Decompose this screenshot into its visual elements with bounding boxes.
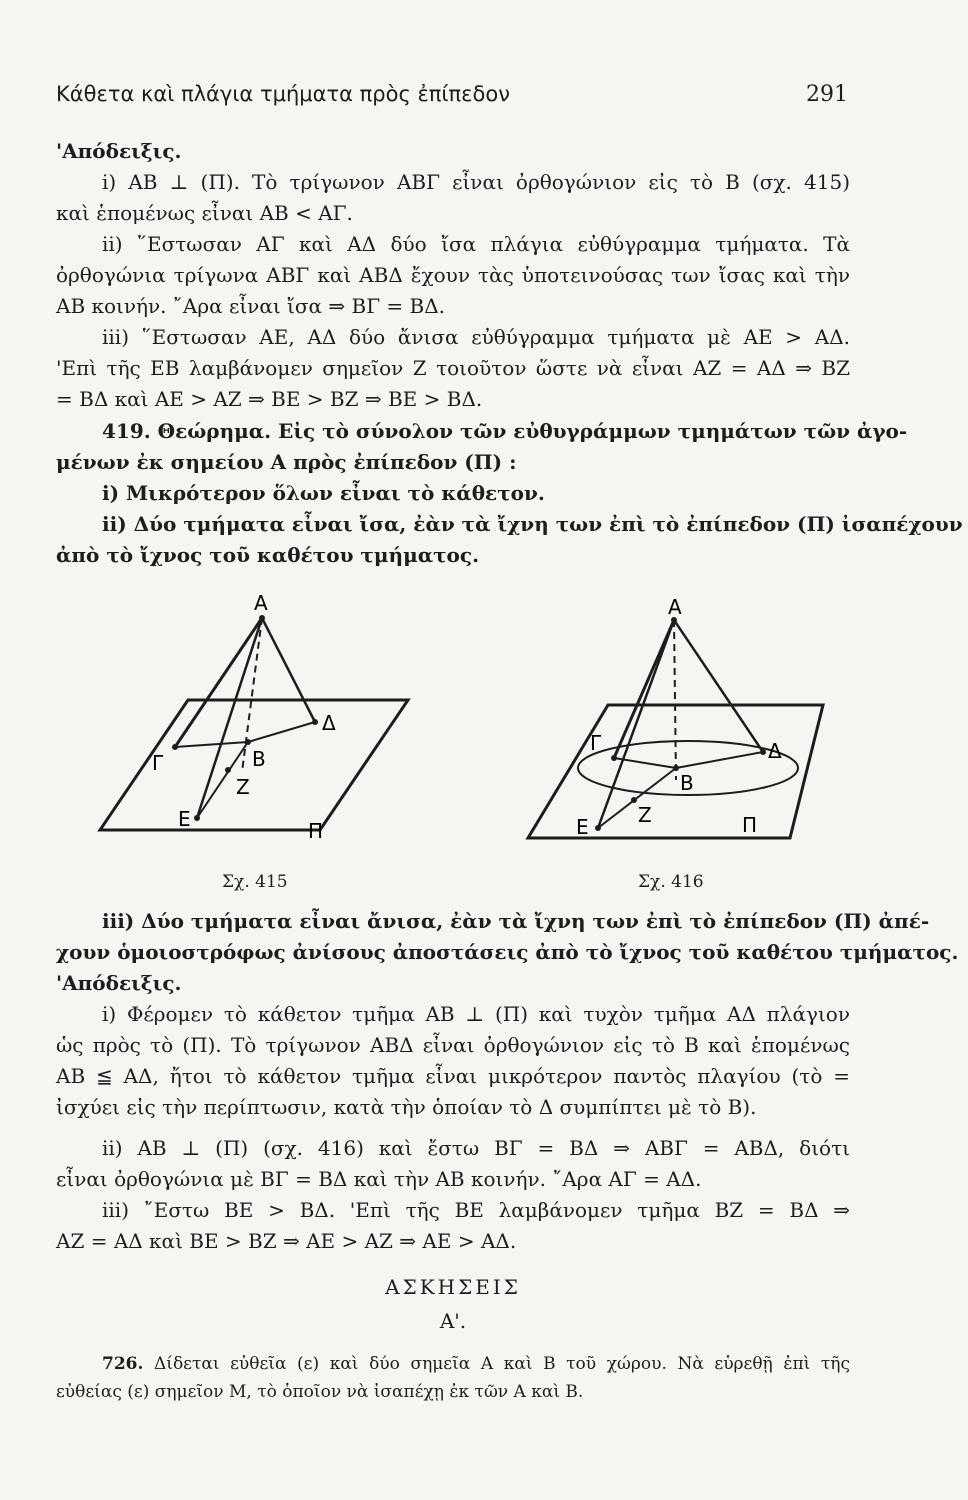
proof-heading: 'Απόδειξις. — [56, 139, 182, 163]
label-E: E — [576, 815, 589, 839]
proof-line: iii) ῞Εστωσαν ΑΕ, ΑΔ δύο ἄνισα εὐθύγραμμα τμήματα μὲ ΑΕ > ΑΔ. — [102, 325, 850, 349]
proof-line: ii) ΑΒ ⊥ (Π) (σχ. 416) καὶ ἔστω ΒΓ = ΒΔ ⇒ ΑΒΓ = ΑΒΔ, διότι — [102, 1136, 850, 1160]
point-Z — [631, 797, 637, 803]
proof-line: ὡς πρὸς τὸ (Π). Τὸ τρίγωνον ΑΒΔ εἶναι ὀρθογώνιον εἰς τὸ Β καὶ ἑπομένως — [56, 1033, 850, 1057]
label-Z: Z — [638, 803, 652, 827]
label-B: B — [680, 771, 694, 795]
theorem-419 — [56, 416, 963, 571]
segment-B-Delta — [676, 752, 763, 768]
theorem-line: μένων ἐκ σημείου Α πρὸς ἐπίπεδον (Π) : — [56, 450, 517, 474]
proof-line: ΑΒ ≦ ΑΔ, ἤτοι τὸ κάθετον τμῆμα εἶναι μικρότερον παντὸς πλαγίου (τὸ = — [56, 1064, 850, 1088]
label-A: A — [254, 591, 268, 615]
proof-line: iii) ῎Εστω ΒΕ > ΒΔ. 'Επὶ τῆς ΒΕ λαμβάνομεν τμῆμα ΒΖ = ΒΔ ⇒ — [102, 1198, 850, 1222]
exercise-line: εὐθείας (ε) σημεῖον Μ, τὸ ὁποῖον νὰ ἰσαπέχῃ ἐκ τῶν Α καὶ Β. — [56, 1382, 584, 1402]
exercise-line — [56, 1350, 850, 1378]
label-B: B — [252, 747, 266, 771]
proof-line: ἰσχύει εἰς τὴν περίπτωσιν, κατὰ τὴν ὁποίαν τὸ Δ συμπίπτει μὲ τὸ Β). — [56, 1095, 757, 1119]
point-B — [673, 765, 679, 771]
label-Gamma: Γ — [590, 731, 602, 755]
segment-A-Delta — [262, 618, 315, 722]
exercises-heading: ΑΣΚΗΣΕΙΣ — [385, 1275, 521, 1299]
figure-415 — [100, 580, 430, 880]
proof-section-1 — [56, 136, 850, 415]
label-Delta: Δ — [322, 711, 336, 735]
header-title: Κάθετα καὶ πλάγια τμήματα πρὸς ἐπίπεδον — [56, 82, 510, 106]
label-Pi: Π — [742, 813, 758, 837]
point-B — [245, 739, 251, 745]
point-E — [194, 815, 200, 821]
label-E: E — [178, 807, 191, 831]
label-Z: Z — [236, 775, 250, 799]
proof-line: i) AB ⊥ (Π). Τὸ τρίγωνον ΑΒΓ εἶναι ὀρθογώνιον εἰς τὸ Β (σχ. 415) — [102, 170, 850, 194]
point-Delta — [760, 749, 766, 755]
segment-A-Gamma — [175, 618, 262, 747]
label-Pi: Π — [308, 819, 324, 843]
proof-line: εἶναι ὀρθογώνια μὲ ΒΓ = ΒΔ καὶ τὴν ΑΒ κοινήν. ῎Αρα ΑΓ = ΑΔ. — [56, 1167, 702, 1191]
figure-416-caption: Σχ. 416 — [638, 872, 704, 892]
segment-Gamma-B — [175, 742, 248, 747]
point-Delta — [312, 719, 318, 725]
proof-line: i) Φέρομεν τὸ κάθετον τμῆμα ΑΒ ⊥ (Π) καὶ τυχὸν τμῆμα ΑΔ πλάγιον — [102, 1002, 850, 1026]
segment-A-Gamma — [614, 620, 674, 758]
exercise-number: 726. — [102, 1354, 144, 1374]
page-number: 291 — [806, 82, 848, 107]
segment-B-Delta — [248, 722, 315, 742]
theorem-line: i) Μικρότερον ὅλων εἶναι τὸ κάθετον. — [102, 481, 545, 505]
point-Gamma — [172, 744, 178, 750]
label-A: A — [668, 595, 682, 619]
segment-A-Delta — [674, 620, 763, 752]
theorem-line: χουν ὁμοιοστρόφως ἀνίσους ἀποστάσεις ἀπὸ τὸ ἴχνος τοῦ καθέτου τμήματος. — [56, 940, 959, 964]
point-A — [259, 615, 265, 621]
plane-pi — [528, 705, 823, 838]
perpendicular-A-B — [674, 620, 676, 780]
theorem-419-iii — [56, 906, 959, 968]
figure-415-caption: Σχ. 415 — [222, 872, 288, 892]
point-Gamma — [611, 755, 617, 761]
segment-Gamma-B — [614, 758, 676, 768]
proof-line: ΑΒ κοινήν. ῎Αρα εἶναι ἴσα ⇒ ΒΓ = ΒΔ. — [56, 294, 446, 318]
proof-line: ΑΖ = ΑΔ καὶ ΒΕ > ΒΖ ⇒ ΑΕ > ΑΖ ⇒ ΑΕ > ΑΔ. — [56, 1229, 517, 1253]
label-Delta: Δ — [768, 739, 782, 763]
theorem-line: iii) Δύο τμήματα εἶναι ἄνισα, ἐὰν τὰ ἴχνη των ἐπὶ τὸ ἐπίπεδον (Π) ἀπέ- — [102, 909, 930, 933]
proof-line: ii) ῞Εστωσαν ΑΓ καὶ ΑΔ δύο ἴσα πλάγια εὐθύγραμμα τμήματα. Τὰ — [102, 232, 850, 256]
exercise-text: Δίδεται εὐθεῖα (ε) καὶ δύο σημεῖα Α καὶ Β τοῦ χώρου. Νὰ εὑρεθῇ ἐπὶ τῆς — [154, 1354, 850, 1374]
figure-415-drawing — [100, 580, 430, 880]
figure-416 — [528, 580, 828, 880]
theorem-line: ii) Δύο τμήματα εἶναι ἴσα, ἐὰν τὰ ἴχνη των ἐπὶ τὸ ἐπίπεδον (Π) ἰσαπέχουν — [102, 512, 963, 536]
segment-A-E — [598, 620, 674, 828]
segment-A-E — [197, 618, 262, 818]
proof-line: 'Επὶ τῆς ΕΒ λαμβάνομεν σημεῖον Ζ τοιοῦτον ὥστε νὰ εἶναι ΑΖ = ΑΔ ⇒ ΒΖ — [56, 356, 850, 380]
label-Gamma: Γ — [152, 751, 164, 775]
proof-section-2 — [56, 968, 850, 1257]
theorem-line: ἀπὸ τὸ ἴχνος τοῦ καθέτου τμήματος. — [56, 543, 480, 567]
proof-line: = ΒΔ καὶ ΑΕ > ΑΖ ⇒ ΒΕ > ΒΖ ⇒ ΒΕ > ΒΔ. — [56, 387, 483, 411]
point-Z — [225, 767, 231, 773]
running-header — [56, 82, 848, 112]
proof-heading: 'Απόδειξις. — [56, 971, 182, 995]
proof-line: ὀρθογώνια τρίγωνα ΑΒΓ καὶ ΑΒΔ ἔχουν τὰς ὑποτεινούσας των ἴσας καὶ τὴν — [56, 263, 850, 287]
theorem-line: 419. Θεώρημα. Εἰς τὸ σύνολον τῶν εὐθυγράμμων τμημάτων τῶν ἀγο- — [102, 419, 908, 443]
proof-line: καὶ ἑπομένως εἶναι ΑΒ < ΑΓ. — [56, 201, 353, 225]
exercise-726 — [56, 1350, 850, 1406]
exercises-subheading: Α'. — [439, 1309, 467, 1333]
point-E — [595, 825, 601, 831]
figure-416-drawing — [528, 580, 828, 880]
